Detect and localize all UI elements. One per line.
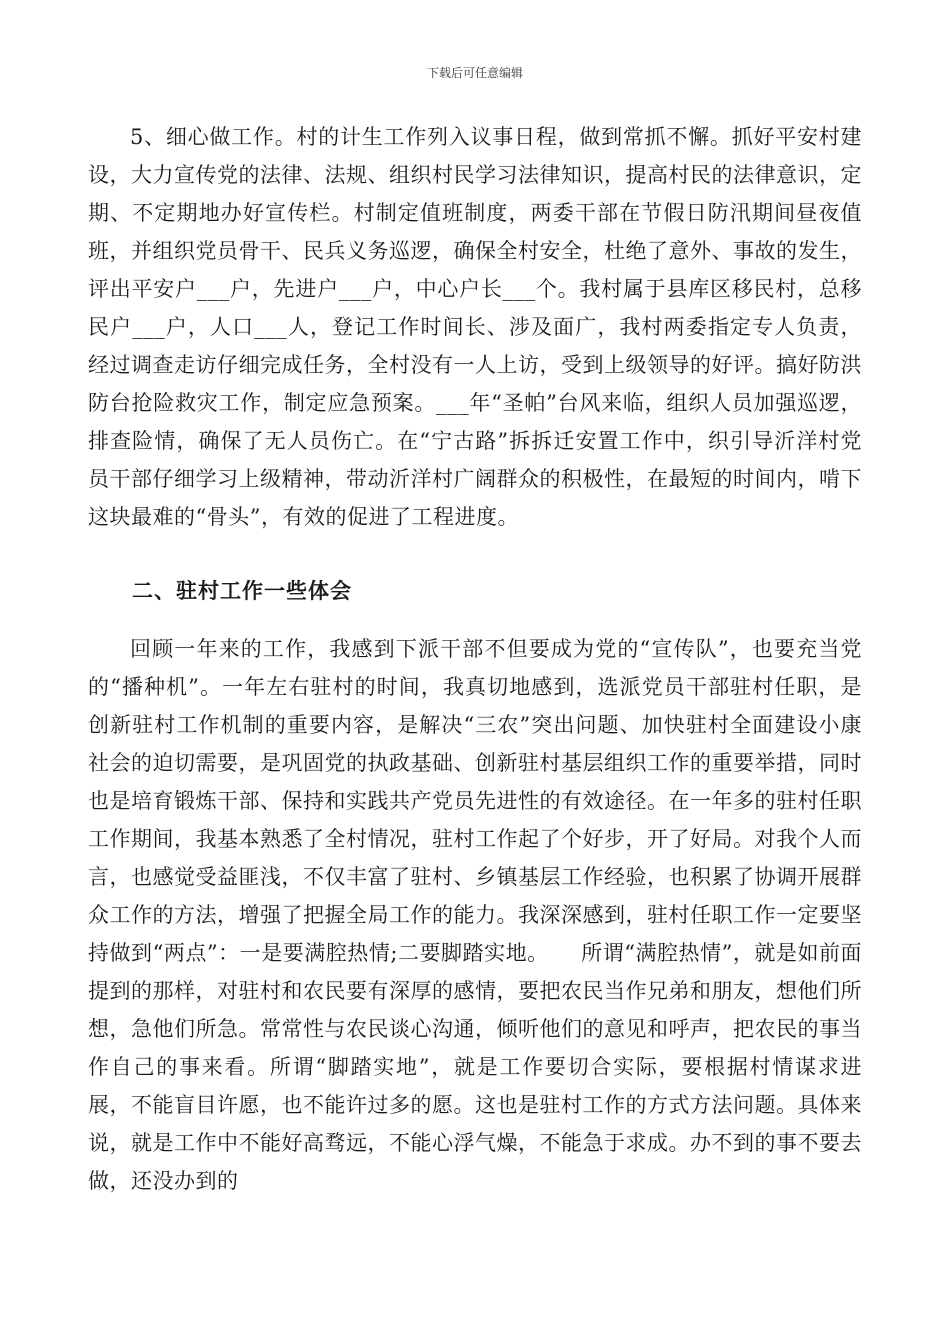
paragraph-work-detail: 5、细心做工作。村的计生工作列入议事日程，做到常抓不懈。抓好平安村建设，大力宣传党的法律、法规、组织村民学习法律知识，提高村民的法律意识，定期、不定期地办好宣传栏。村制定值班制度，两委干部在节假日防汛期间昼夜值班，并组织党员骨干、民兵义务巡逻，确保全村安全，杜绝了意外、事故的发生，评出平安户___户，先进户___户，中心户长___个。我村属于县库区移民村，总移民户___户，人口___人，登记工作时间长、涉及面广，我村两委指定专人负责，经过调查走访仔细完成任务，全村没有一人上访，受到上级领导的好评。搞好防洪防台抢险救灾工作，制定应急预案。___年“圣帕”台风来临，组织人员加强巡逻，排查险情，确保了无人员伤亡。在“宁古路”拆拆迁安置工作中，织引导沂洋村党员干部仔细学习上级精神，带动沂洋村广阔群众的积极性，在最短的时间内，啃下这块最难的“骨头”，有效的促进了工程进度。 [88,125,862,529]
paragraph-reflection: 回顾一年来的工作，我感到下派干部不但要成为党的“宣传队”，也要充当党的“播种机”。一年左右驻村的时间，我真切地感到，选派党员干部驻村任职，是创新驻村工作机制的重要内容，是解决“三农”突出问题、加快驻村全面建设小康社会的迫切需要，是巩固党的执政基础、创新驻村基层组织工作的重要举措，同时也是培育锻炼干部、保持和实践共产党员先进性的有效途径。在一年多的驻村任职工作期间，我基本熟悉了全村情况，驻村工作起了个好步，开了好局。对我个人而言，也感觉受益匪浅，不仅丰富了驻村、乡镇基层工作经验，也积累了协调开展群众工作的方法，增强了把握全局工作的能力。我深深感到，驻村任职工作一定要坚持做到“两点”：一是要满腔热情;二要脚踏实地。 所谓“满腔热情”，就是如前面提到的那样，对驻村和农民要有深厚的感情，要把农民当作兄弟和朋友，想他们所想，急他们所急。常常性与农民谈心沟通，倾听他们的意见和呼声，把农民的事当作自己的事来看。所谓“脚踏实地”，就是工作要切合实际，要根据村情谋求进展，不能盲目许愿，也不能许过多的愿。这也是驻村工作的方式方法问题。具体来说，就是工作中不能好高骛远，不能心浮气燥，不能急于求成。办不到的事不要去做，还没办到的 [88,637,862,1193]
page-header: 下载后可任意编辑 [426,66,523,80]
section-heading: 二、驻村工作一些体会 [132,579,352,603]
document-body [88,118,862,1200]
